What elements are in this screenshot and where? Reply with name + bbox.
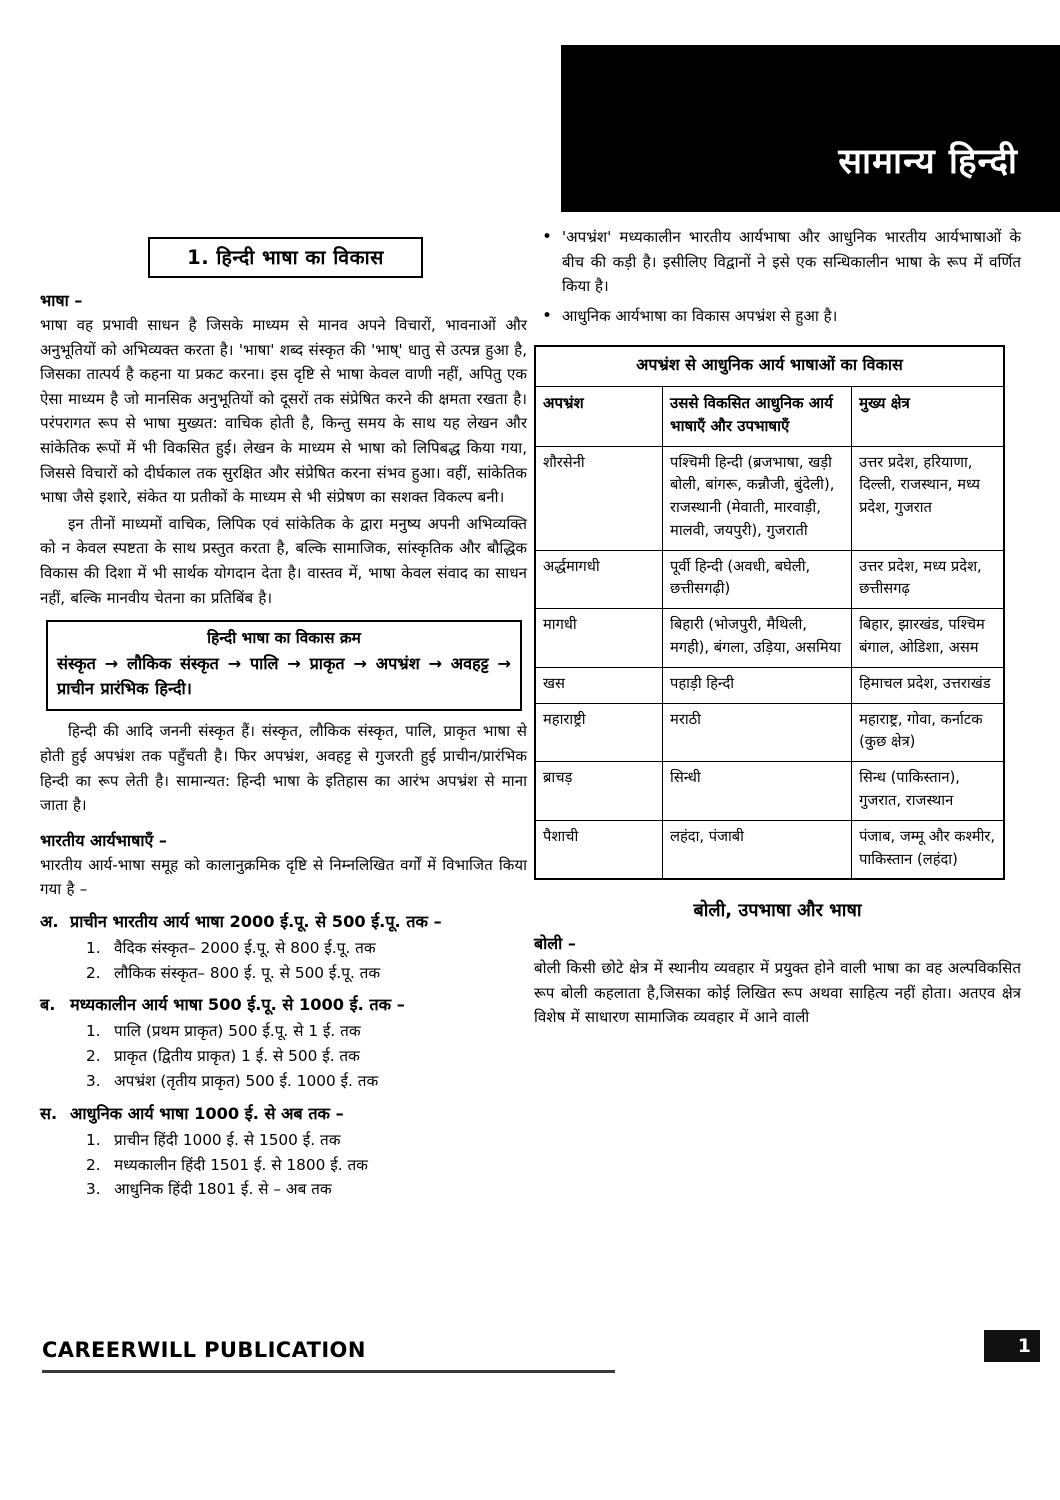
cell-region: सिन्ध (पाकिस्तान), गुजरात, राजस्थान	[852, 762, 1004, 821]
table-row	[535, 703, 1004, 762]
cell-apabhramsha: अर्द्धमागधी	[535, 550, 663, 609]
group-heading	[40, 1102, 527, 1124]
table-header-row	[535, 387, 1004, 447]
table-row	[535, 446, 1004, 550]
table-caption-row	[535, 346, 1004, 386]
group-medieval	[40, 993, 527, 1093]
group-items	[40, 936, 527, 986]
cell-languages: पहाड़ी हिन्दी	[663, 667, 852, 703]
boli-heading: बोली –	[534, 934, 576, 954]
table-row	[535, 820, 1004, 879]
item-text: अपभ्रंश (तृतीय प्राकृत) 500 ई. 1000 ई. तक	[114, 1071, 379, 1090]
apabhramsha-development-table	[534, 345, 1005, 880]
group-title: प्राचीन भारतीय आर्य भाषा 2000 ई.पू. से 500 ई.पू. तक –	[70, 911, 442, 931]
aryabhasha-intro: भारतीय आर्य-भाषा समूह को कालानुक्रमिक दृष्टि से निम्नलिखित वर्गों में विभाजित किया गया है –	[40, 855, 527, 899]
cell-region: हिमाचल प्रदेश, उत्तराखंड	[852, 667, 1004, 703]
item-number: 2.	[86, 1155, 101, 1174]
item-text: लौकिक संस्कृत– 800 ई. पू. से 500 ई.पू. तक	[114, 963, 381, 982]
development-order-title: हिन्दी भाषा का विकास क्रम	[207, 629, 361, 648]
cell-languages: बिहारी (भोजपुरी, मैथिली, मगही), बंगला, उड़िया, असमिया	[663, 609, 852, 668]
page-number-badge: 1	[984, 1330, 1040, 1362]
bullet-text: 'अपभ्रंश' मध्यकालीन भारतीय आर्यभाषा और आधुनिक भारतीय आर्यभाषाओं के बीच की कड़ी है। इसीलिए विद्वानों ने इसे एक सन्धिकालीन भाषा के रूप में वर्णित किया है।	[562, 228, 1021, 296]
left-column	[40, 225, 527, 1202]
header-banner	[561, 45, 1060, 212]
bhasha-paragraph-2: इन तीनों माध्यमों वाचिक, लिपिक एवं सांकेतिक के द्वारा मनुष्य अपनी अभिव्यक्ति को न केवल स्पष्टता के साथ प्रस्तुत करता है, बल्कि सामाजिक, सांस्कृतिक और बौद्धिक विकास की दिशा में भी सार्थक योगदान देता है। वास्तव में, भाषा केवल संवाद का साधन नहीं, बल्कि मानवीय चेतना का प्रतिबिंब है।	[40, 514, 527, 607]
column-header-languages: उससे विकसित आधुनिक आर्य भाषाएँ और उपभाषाएँ	[663, 387, 852, 447]
table-row	[535, 762, 1004, 821]
group-title: आधुनिक आर्य भाषा 1000 ई. से अब तक –	[70, 1103, 344, 1123]
page-footer	[0, 1320, 1060, 1500]
column-header-apabhramsha: अपभ्रंश	[535, 387, 663, 447]
after-box-paragraph: हिन्दी की आदि जननी संस्कृत हैं। संस्कृत, लौकिक संस्कृत, पालि, प्राकृत भाषा से होती हुई अपभ्रंश तक पहुँचती है। फिर अपभ्रंश, अवहट्ट से गुजरती हुई प्राचीन/प्रारंभिक हिन्दी का रूप लेती है। सामान्यत: हिन्दी भाषा के इतिहास का आरंभ अपभ्रंश से माना जाता है।	[40, 722, 527, 815]
table-caption: अपभ्रंश से आधुनिक आर्य भाषाओं का विकास	[535, 346, 1004, 386]
item-text: आधुनिक हिंदी 1801 ई. से – अब तक	[114, 1180, 332, 1199]
cell-apabhramsha: महाराष्ट्री	[535, 703, 663, 762]
group-modern	[40, 1102, 527, 1202]
bullet-text: आधुनिक आर्यभाषा का विकास अपभ्रंश से हुआ है।	[562, 306, 838, 325]
cell-languages: पूर्वी हिन्दी (अवधी, बघेली, छत्तीसगढ़ी)	[663, 550, 852, 609]
bullet-dot-icon: •	[542, 227, 553, 247]
cell-apabhramsha: मागधी	[535, 609, 663, 668]
right-column	[534, 225, 1021, 1032]
group-title: मध्यकालीन आर्य भाषा 500 ई.पू. से 1000 ई. तक –	[70, 995, 405, 1015]
item-text: वैदिक संस्कृत– 2000 ई.पू. से 800 ई.पू. तक	[114, 938, 376, 957]
item-number: 1.	[86, 1130, 101, 1149]
development-order-box	[46, 620, 522, 711]
item-text: मध्यकालीन हिंदी 1501 ई. से 1800 ई. तक	[114, 1155, 368, 1174]
list-item	[86, 1128, 527, 1153]
group-label: अ.	[40, 911, 59, 931]
development-order-chain: संस्कृत → लौकिक संस्कृत → पालि → प्राकृत → अपभ्रंश → अवहट्ट → प्राचीन प्रारंभिक हिन्दी।	[57, 654, 511, 699]
apabhramsha-bullets	[534, 225, 1021, 329]
group-ancient	[40, 910, 527, 986]
table-body	[535, 446, 1004, 879]
item-text: पालि (प्रथम प्राकृत) 500 ई.पू. से 1 ई. तक	[114, 1022, 361, 1041]
cell-region: महाराष्ट्र, गोवा, कर्नाटक (कुछ क्षेत्र)	[852, 703, 1004, 762]
cell-region: पंजाब, जम्मू और कश्मीर, पाकिस्तान (लहंदा)	[852, 820, 1004, 879]
bullet-item	[534, 304, 1021, 330]
item-number: 1.	[86, 1022, 101, 1041]
cell-languages: पश्चिमी हिन्दी (ब्रजभाषा, खड़ी बोली, बांगरू, कन्नौजी, बुंदेली), राजस्थानी (मेवाती, मारवाड़ी, मालवी, जयपुरी), गुजराती	[663, 446, 852, 550]
bhasha-paragraph-1: भाषा वह प्रभावी साधन है जिसके माध्यम से मानव अपने विचारों, भावनाओं और अनुभूतियों को अभिव्यक्त करता है। 'भाषा' शब्द संस्कृत की 'भाष्' धातु से उत्पन्न हुआ है, जिसका तात्पर्य है कहना या प्रकट करना। इस दृष्टि से भाषा केवल वाणी नहीं, अपितु एक ऐसा माध्यम है जो मानसिक अनुभूतियों को दूसरों तक संप्रेषित करने की क्षमता रखता है। परंपरागत रूप से भाषा मुख्यत: वाचिक होती है, किन्तु समय के साथ यह लेखन और सांकेतिक रूपों में भी विकसित हुई। लेखन के माध्यम से भाषा को लिपिबद्ध किया गया, जिससे विचारों को दीर्घकाल तक सुरक्षित और संप्रेषित करना संभव हुआ। वहीं, सांकेतिक भाषा जैसे इशारे, संकेत या प्रतीकों के माध्यम से भी संप्रेषण का सशक्त विकल्प बनी।	[40, 316, 527, 507]
bullet-item	[534, 225, 1021, 299]
item-text: प्राचीन हिंदी 1000 ई. से 1500 ई. तक	[114, 1130, 341, 1149]
group-heading	[40, 993, 527, 1015]
item-text: प्राकृत (द्वितीय प्राकृत) 1 ई. से 500 ई. तक	[114, 1047, 360, 1066]
cell-region: बिहार, झारखंड, पश्चिम बंगाल, ओडिशा, असम	[852, 609, 1004, 668]
bullet-dot-icon: •	[542, 305, 553, 326]
column-header-region: मुख्य क्षेत्र	[852, 387, 1004, 447]
cell-region: उत्तर प्रदेश, हरियाणा, दिल्ली, राजस्थान, मध्य प्रदेश, गुजरात	[852, 446, 1004, 550]
cell-apabhramsha: शौरसेनी	[535, 446, 663, 550]
list-item	[86, 1044, 527, 1069]
cell-languages: लहंदा, पंजाबी	[663, 820, 852, 879]
list-item	[86, 1069, 527, 1094]
chapter-title: 1. हिन्दी भाषा का विकास	[187, 246, 384, 269]
table-row	[535, 609, 1004, 668]
list-item	[86, 936, 527, 961]
item-number: 3.	[86, 1071, 101, 1090]
table-row	[535, 550, 1004, 609]
cell-apabhramsha: ब्राचड़	[535, 762, 663, 821]
cell-apabhramsha: खस	[535, 667, 663, 703]
table-row	[535, 667, 1004, 703]
group-label: स.	[40, 1103, 58, 1123]
list-item	[86, 1177, 527, 1202]
chapter-title-box	[148, 237, 423, 278]
cell-apabhramsha: पैशाची	[535, 820, 663, 879]
aryabhasha-heading: भारतीय आर्यभाषाएँ –	[40, 830, 167, 850]
boli-paragraph: बोली किसी छोटे क्षेत्र में स्थानीय व्यवहार में प्रयुक्त होने वाली भाषा का वह अल्पविकसित रूप बोली कहलाता है,जिसका कोई लिखित रूप अथवा साहित्य नहीं होता। अतएव क्षेत्र विशेष में साधारण सामाजिक व्यवहार में आने वाली	[534, 959, 1021, 1027]
item-number: 2.	[86, 963, 101, 982]
group-items	[40, 1128, 527, 1202]
footer-divider	[42, 1370, 615, 1373]
item-number: 3.	[86, 1180, 101, 1199]
cell-region: उत्तर प्रदेश, मध्य प्रदेश, छत्तीसगढ़	[852, 550, 1004, 609]
item-number: 1.	[86, 938, 101, 957]
item-number: 2.	[86, 1047, 101, 1066]
list-item	[86, 1019, 527, 1044]
bhasha-heading: भाषा –	[40, 291, 83, 310]
list-item	[86, 961, 527, 986]
group-items	[40, 1019, 527, 1093]
page-header-title: सामान्य हिन्दी	[838, 142, 1018, 182]
list-item	[86, 1153, 527, 1178]
cell-languages: सिन्धी	[663, 762, 852, 821]
boli-section-heading: बोली, उपभाषा और भाषा	[693, 900, 862, 922]
cell-languages: मराठी	[663, 703, 852, 762]
publisher-name: CAREERWILL PUBLICATION	[42, 1338, 366, 1362]
group-label: ब.	[40, 995, 56, 1015]
group-heading	[40, 910, 527, 932]
